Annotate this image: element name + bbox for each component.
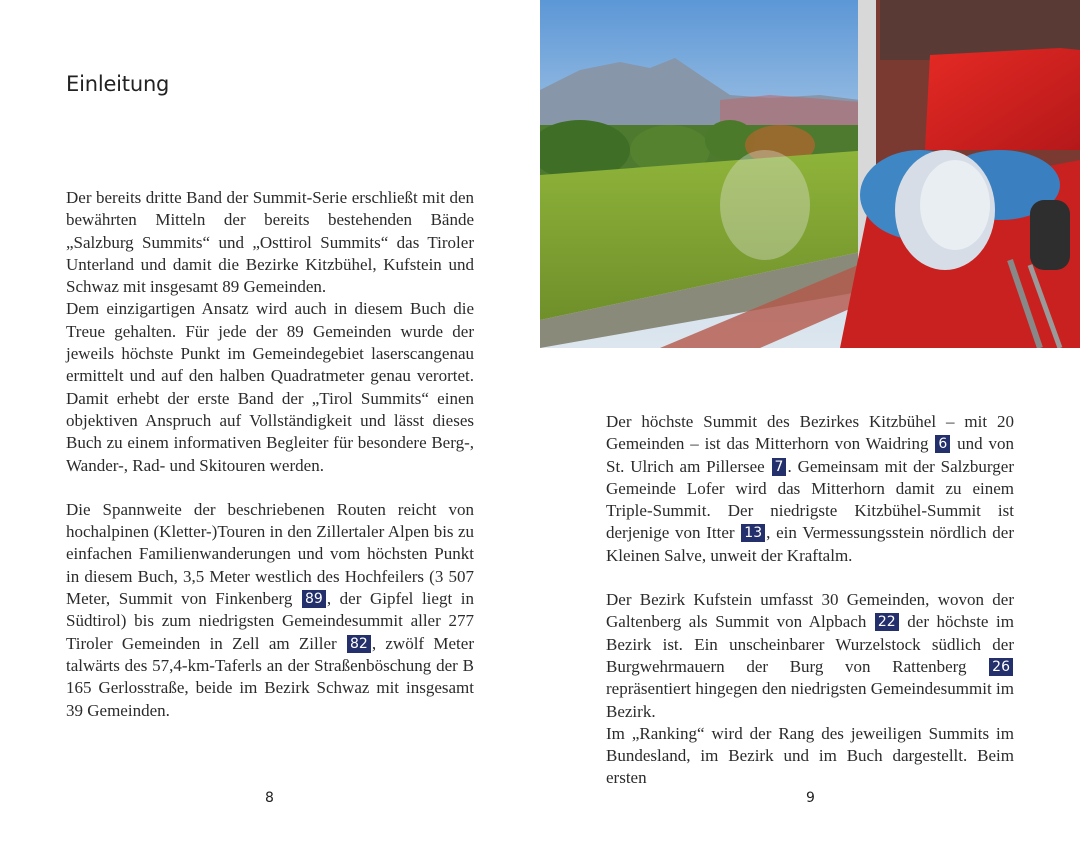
- summit-number-badge: 89: [302, 590, 326, 608]
- summit-number-badge: 7: [772, 458, 787, 476]
- paragraph: [606, 411, 1014, 567]
- summit-number-badge: 6: [935, 435, 950, 453]
- paragraph: Dem einzigartigen Ansatz wird auch in diesem Buch die Treue gehalten. Für jede der 89 Gemeinden wurde der jeweils höchste Punkt im Gemeindegebiet laserscangenau ermittelt und auf den halben Quadratmeter genau verortet. Damit erhebt der erste Band der „Tirol Summits“ einen objektiven Anspruch auf Vollständigkeit und lässt dieses Buch zu einem informativen Begleiter für besondere Berg-, Wander-, Rad- und Skitouren werden.: [66, 299, 474, 475]
- summit-number-badge: 26: [989, 658, 1013, 676]
- paragraph: [606, 589, 1014, 723]
- photo-illustration: [540, 0, 1080, 348]
- summit-number-badge: 22: [875, 613, 899, 631]
- chapter-title: Einleitung: [66, 72, 170, 96]
- paragraph: [66, 499, 474, 722]
- summits-text-block: [606, 411, 1014, 790]
- text-run: . Gemeinsam mit der Salzburger Gemeinde Lofer wird das Mitterhorn damit zu einem Triple-Summit. Der niedrigste Kitzbühel-Summit ist derjenige von Itter: [606, 456, 1014, 543]
- summit-number-badge: 13: [741, 524, 765, 542]
- text-run: Der Bezirk Kufstein umfasst 30 Gemeinden, wovon der Galtenberg als Summit von Alpbach: [606, 590, 1014, 632]
- text-run: , ein Vermessungsstein nördlich der Kleinen Salve, unweit der Kraftalm.: [606, 523, 1014, 565]
- text-run: Die Spannweite der beschriebenen Routen reicht von hochalpinen (Kletter-)Touren in den Zillertaler Alpen bis zu einfachen Familienwanderungen und vom höchsten Punkt in diesem Buch, 3,5 Meter westlich des Hochfeilers (3 507 Meter, Summit von Finkenberg: [66, 499, 474, 609]
- text-run: , zwölf Meter talwärts des 57,4-km-Taferls an der Straßenböschung der B 165 Gerlosstraße, beide im Bezirk Schwaz mit insgesamt 39 Gemeinden.: [66, 633, 474, 720]
- summit-number-badge: 82: [347, 635, 371, 653]
- paragraph: Der bereits dritte Band der Summit-Serie erschließt mit den bewährten Mitteln der bereits bestehenden Bände „Salzburg Summits“ und „Osttirol Summits“ das Tiroler Unterland und damit die Bezirke Kitzbühel, Kufstein und Schwaz mit insgesamt 89 Gemeinden.: [66, 188, 474, 297]
- text-run: Der höchste Summit des Bezirkes Kitzbühel – mit 20 Gemeinden – ist das Mitterhorn von Waidring: [606, 412, 1014, 454]
- text-run: der höchste im Bezirk ist. Ein unscheinbarer Wurzelstock südlich der Burgwehrmauern der Burg von Rattenberg: [606, 612, 1014, 676]
- text-run: repräsentiert hingegen den niedrigsten Gemeindesummit im Bezirk.: [606, 679, 1014, 721]
- text-run: , der Gipfel liegt in Südtirol) bis zum niedrigsten Gemeindesummit aller 277 Tiroler Gemeinden in Zell am Ziller: [66, 589, 474, 653]
- right-page: [540, 0, 1080, 845]
- page-number: 8: [265, 790, 274, 806]
- train-window-photo: [540, 0, 1080, 348]
- intro-text-block: [66, 187, 474, 722]
- paragraph: Im „Ranking“ wird der Rang des jeweiligen Summits im Bundesland, im Bezirk und im Buch dargestellt. Beim ersten: [606, 723, 1014, 788]
- text-run: und von St. Ulrich am Pillersee: [606, 434, 1015, 476]
- page-number: 9: [806, 790, 815, 806]
